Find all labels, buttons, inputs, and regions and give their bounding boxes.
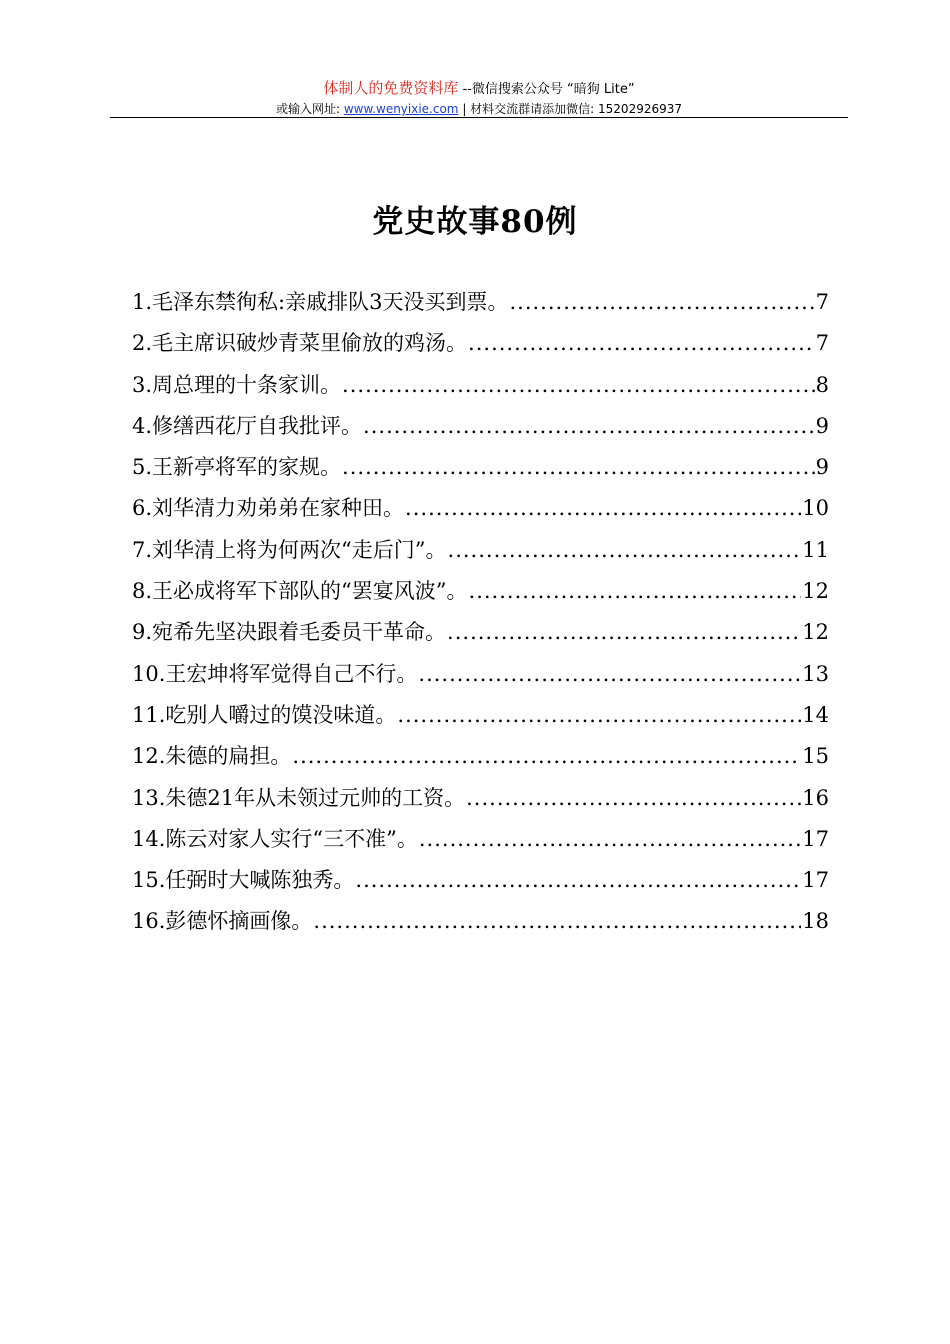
toc-entry[interactable] xyxy=(132,654,829,695)
toc-entry-page-number: 16 xyxy=(802,785,829,810)
toc-entry-page-number: 18 xyxy=(802,909,829,934)
toc-entry-page-number: 13 xyxy=(802,661,829,686)
toc-dot-leader xyxy=(419,819,801,860)
toc-dot-leader xyxy=(342,447,815,488)
toc-entry-page-number: 7 xyxy=(815,331,829,356)
page-header xyxy=(110,78,848,118)
toc-entry-label: 3.周总理的十条家训。 xyxy=(132,372,342,397)
toc-entry-label: 5.王新亭将军的家规。 xyxy=(132,455,342,480)
toc-dot-leader xyxy=(466,778,801,819)
header-line-2 xyxy=(110,100,848,118)
toc-entry-page-number: 10 xyxy=(802,496,829,521)
toc-dot-leader xyxy=(447,612,801,653)
toc-dot-leader xyxy=(509,282,814,323)
toc-dot-leader xyxy=(363,406,815,447)
url-prefix: 或输入网址: xyxy=(275,102,344,116)
toc-entry[interactable] xyxy=(132,819,829,860)
toc-entry[interactable] xyxy=(132,323,829,364)
toc-entry-page-number: 12 xyxy=(802,620,829,645)
website-link[interactable]: www.wenyixie.com xyxy=(343,102,459,116)
toc-entry-page-number: 8 xyxy=(815,372,829,397)
header-divider xyxy=(110,117,848,118)
toc-dot-leader xyxy=(418,654,801,695)
toc-entry-page-number: 12 xyxy=(802,579,829,604)
toc-entry[interactable] xyxy=(132,612,829,653)
toc-entry[interactable] xyxy=(132,860,829,901)
toc-entry[interactable] xyxy=(132,778,829,819)
toc-entry-label: 12.朱德的扁担。 xyxy=(132,744,292,769)
toc-entry-page-number: 17 xyxy=(802,826,829,851)
document-title: 党史故事80例 xyxy=(372,204,578,240)
contact-info: | 材料交流群请添加微信: 15202926937 xyxy=(458,102,683,116)
brand-name: 体制人的免费资料库 xyxy=(323,79,459,97)
toc-entry[interactable] xyxy=(132,365,829,406)
toc-entry-page-number: 14 xyxy=(802,702,829,727)
toc-entry-page-number: 7 xyxy=(815,290,829,314)
toc-entry-label: 6.刘华清力劝弟弟在家种田。 xyxy=(132,496,405,521)
toc-entry[interactable] xyxy=(132,901,829,942)
toc-entry[interactable] xyxy=(132,447,829,488)
toc-dot-leader xyxy=(448,530,802,571)
toc-entry-label: 1.毛泽东禁徇私:亲戚排队3天没买到票。 xyxy=(132,290,509,314)
toc-entry-label: 9.宛希先坚决跟着毛委员干革命。 xyxy=(132,620,447,645)
toc-entry-page-number: 11 xyxy=(802,537,829,562)
toc-entry-label: 8.王必成将军下部队的“罢宴风波”。 xyxy=(132,579,468,604)
toc-entry-label: 16.彭德怀摘画像。 xyxy=(132,909,313,934)
toc-entry-page-number: 9 xyxy=(815,413,829,438)
table-of-contents xyxy=(132,282,829,943)
toc-entry-label: 15.任弼时大喊陈独秀。 xyxy=(132,868,355,893)
toc-entry-label: 2.毛主席识破炒青菜里偷放的鸡汤。 xyxy=(132,331,468,356)
toc-entry-label: 10.王宏坤将军觉得自己不行。 xyxy=(132,661,418,686)
toc-entry-label: 11.吃别人嚼过的馍没味道。 xyxy=(132,702,397,727)
toc-entry[interactable] xyxy=(132,695,829,736)
toc-entry-label: 13.朱德21年从未领过元帅的工资。 xyxy=(132,785,466,810)
toc-entry-label: 7.刘华清上将为何两次“走后门”。 xyxy=(132,537,447,562)
toc-dot-leader xyxy=(313,901,801,942)
toc-entry[interactable] xyxy=(132,571,829,612)
toc-entry-label: 14.陈云对家人实行“三不准”。 xyxy=(132,826,418,851)
header-line-1 xyxy=(110,78,848,100)
toc-dot-leader xyxy=(405,488,801,529)
toc-entry[interactable] xyxy=(132,282,829,323)
toc-dot-leader xyxy=(468,323,815,364)
toc-entry[interactable] xyxy=(132,406,829,447)
toc-entry-label: 4.修缮西花厅自我批评。 xyxy=(132,413,363,438)
header-tagline: --微信搜索公众号 “暗狗 Lite” xyxy=(458,82,635,97)
toc-entry[interactable] xyxy=(132,530,829,571)
toc-dot-leader xyxy=(342,365,815,406)
toc-entry-page-number: 9 xyxy=(815,455,829,480)
toc-entry-page-number: 17 xyxy=(802,868,829,893)
toc-dot-leader xyxy=(397,695,801,736)
toc-dot-leader xyxy=(469,571,802,612)
toc-dot-leader xyxy=(292,736,801,777)
toc-entry[interactable] xyxy=(132,736,829,777)
toc-dot-leader xyxy=(355,860,801,901)
toc-entry-page-number: 15 xyxy=(802,744,829,769)
toc-entry[interactable] xyxy=(132,488,829,529)
